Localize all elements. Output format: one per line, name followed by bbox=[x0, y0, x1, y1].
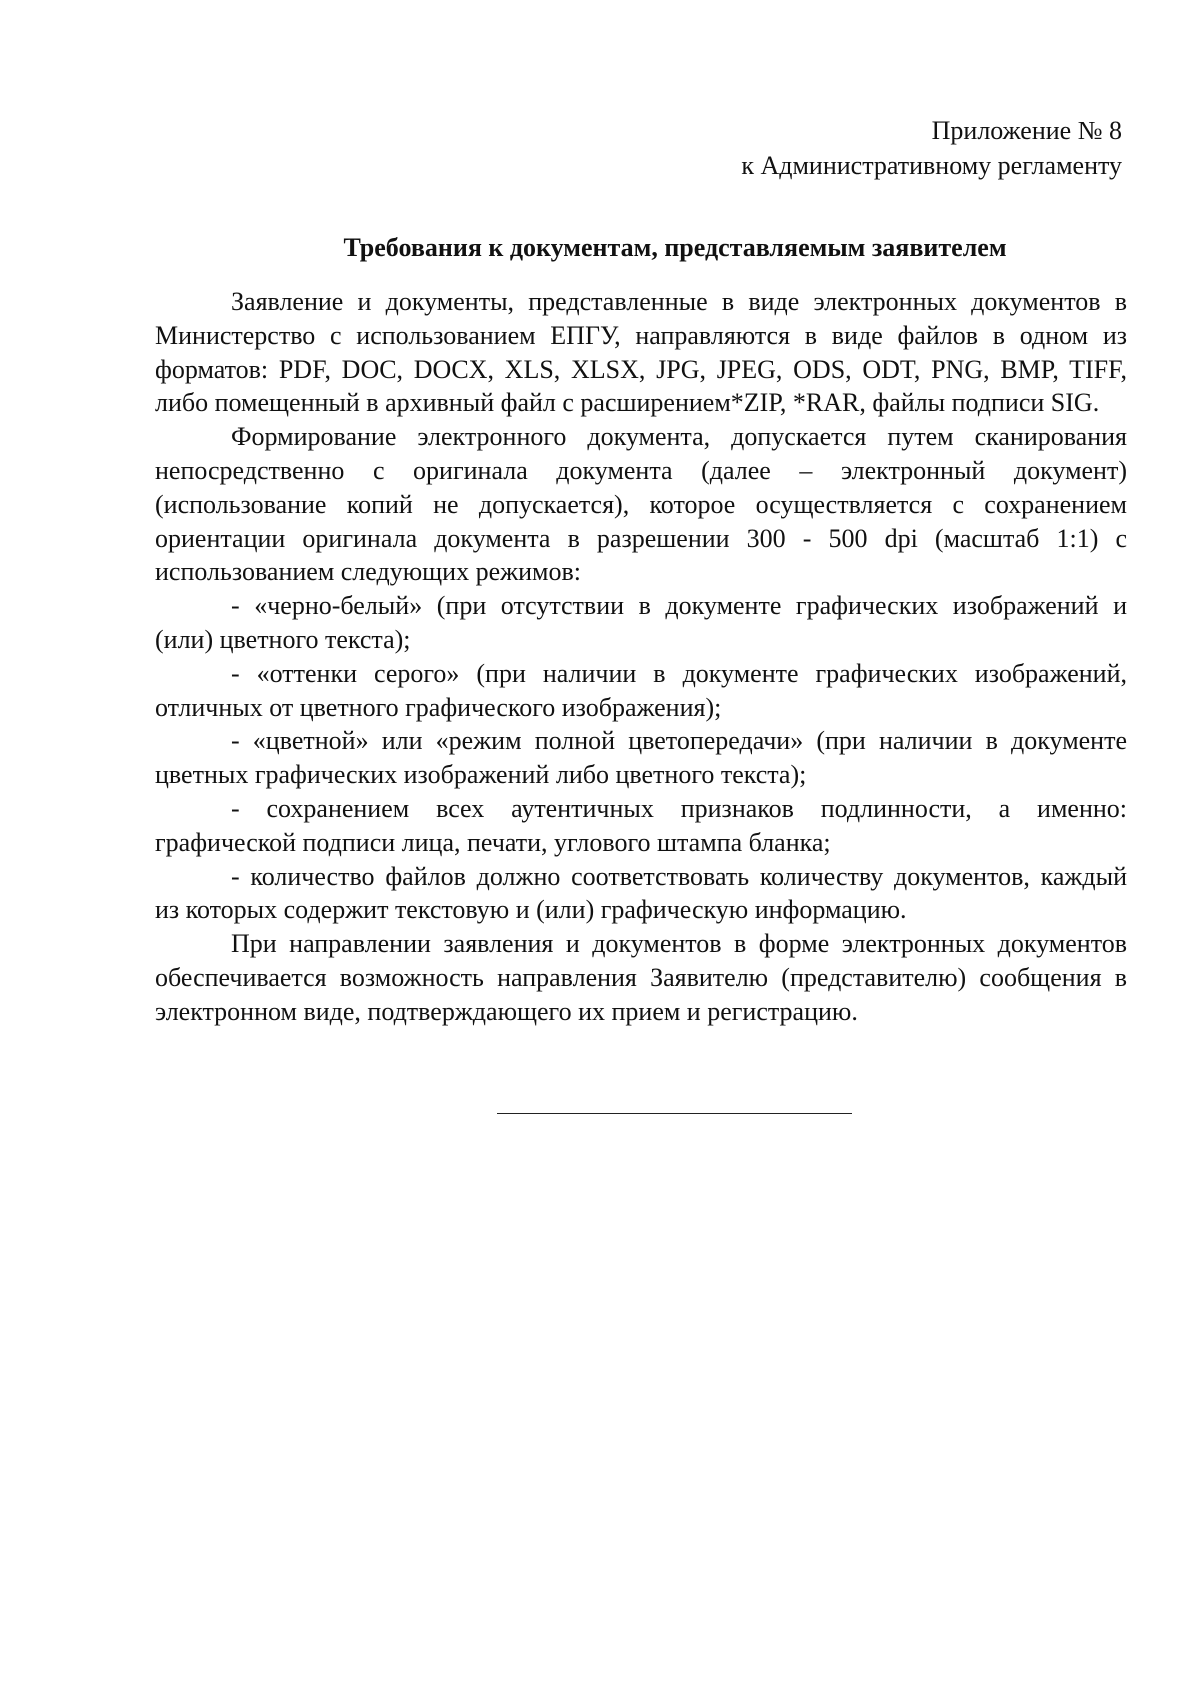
document-title: Требования к документам, представляемым заявителем bbox=[343, 233, 1007, 262]
list-item-color: - «цветной» или «режим полной цветопередачи» (при наличии в документе цветных графических изображений либо цветного текста); bbox=[155, 726, 1127, 790]
list-item-black-white: - «черно-белый» (при отсутствии в документе графических изображений и (или) цветного текста); bbox=[155, 591, 1127, 654]
list-item-grayscale: - «оттенки серого» (при наличии в документе графических изображений, отличных от цветного графического изображения); bbox=[155, 658, 1127, 722]
closing-divider-line bbox=[497, 1113, 852, 1114]
appendix-reference: к Административному регламенту bbox=[741, 151, 1122, 180]
paragraph-scanning: Формирование электронного документа, допускается путем сканирования непосредственно с оригинала документа (далее – электронный документ) (использование копий не допускается), которое осуществляется с сохранением ориентации оригинала документа в разрешении 300 - 500 dpi (масштаб 1:1) с использованием следующих режимов: bbox=[155, 422, 1127, 587]
appendix-number: Приложение № 8 bbox=[931, 116, 1122, 145]
document-body bbox=[155, 285, 1127, 1029]
paragraph-formats: Заявление и документы, представленные в виде электронных документов в Министерство с использованием ЕПГУ, направляются в виде файлов в одном из форматов: PDF, DOC, DOCX, XLS, XLSX, JPG, JPEG, ODS, ODT, PNG, BMP, TIFF, либо помещенный в архивный файл с расширением*ZIP, *RAR, файлы подписи SIG. bbox=[155, 287, 1127, 418]
paragraph-confirmation: При направлении заявления и документов в форме электронных документов обеспечивается возможность направления Заявителю (представителю) сообщения в электронном виде, подтверждающего их прием и регистрацию. bbox=[155, 929, 1127, 1026]
list-item-authenticity: - сохранением всех аутентичных признаков подлинности, а именно: графической подписи лица, печати, углового штампа бланка; bbox=[155, 793, 1127, 857]
list-item-file-count: - количество файлов должно соответствовать количеству документов, каждый из которых содержит текстовую и (или) графическую информацию. bbox=[155, 861, 1127, 925]
appendix-header bbox=[741, 113, 1122, 183]
